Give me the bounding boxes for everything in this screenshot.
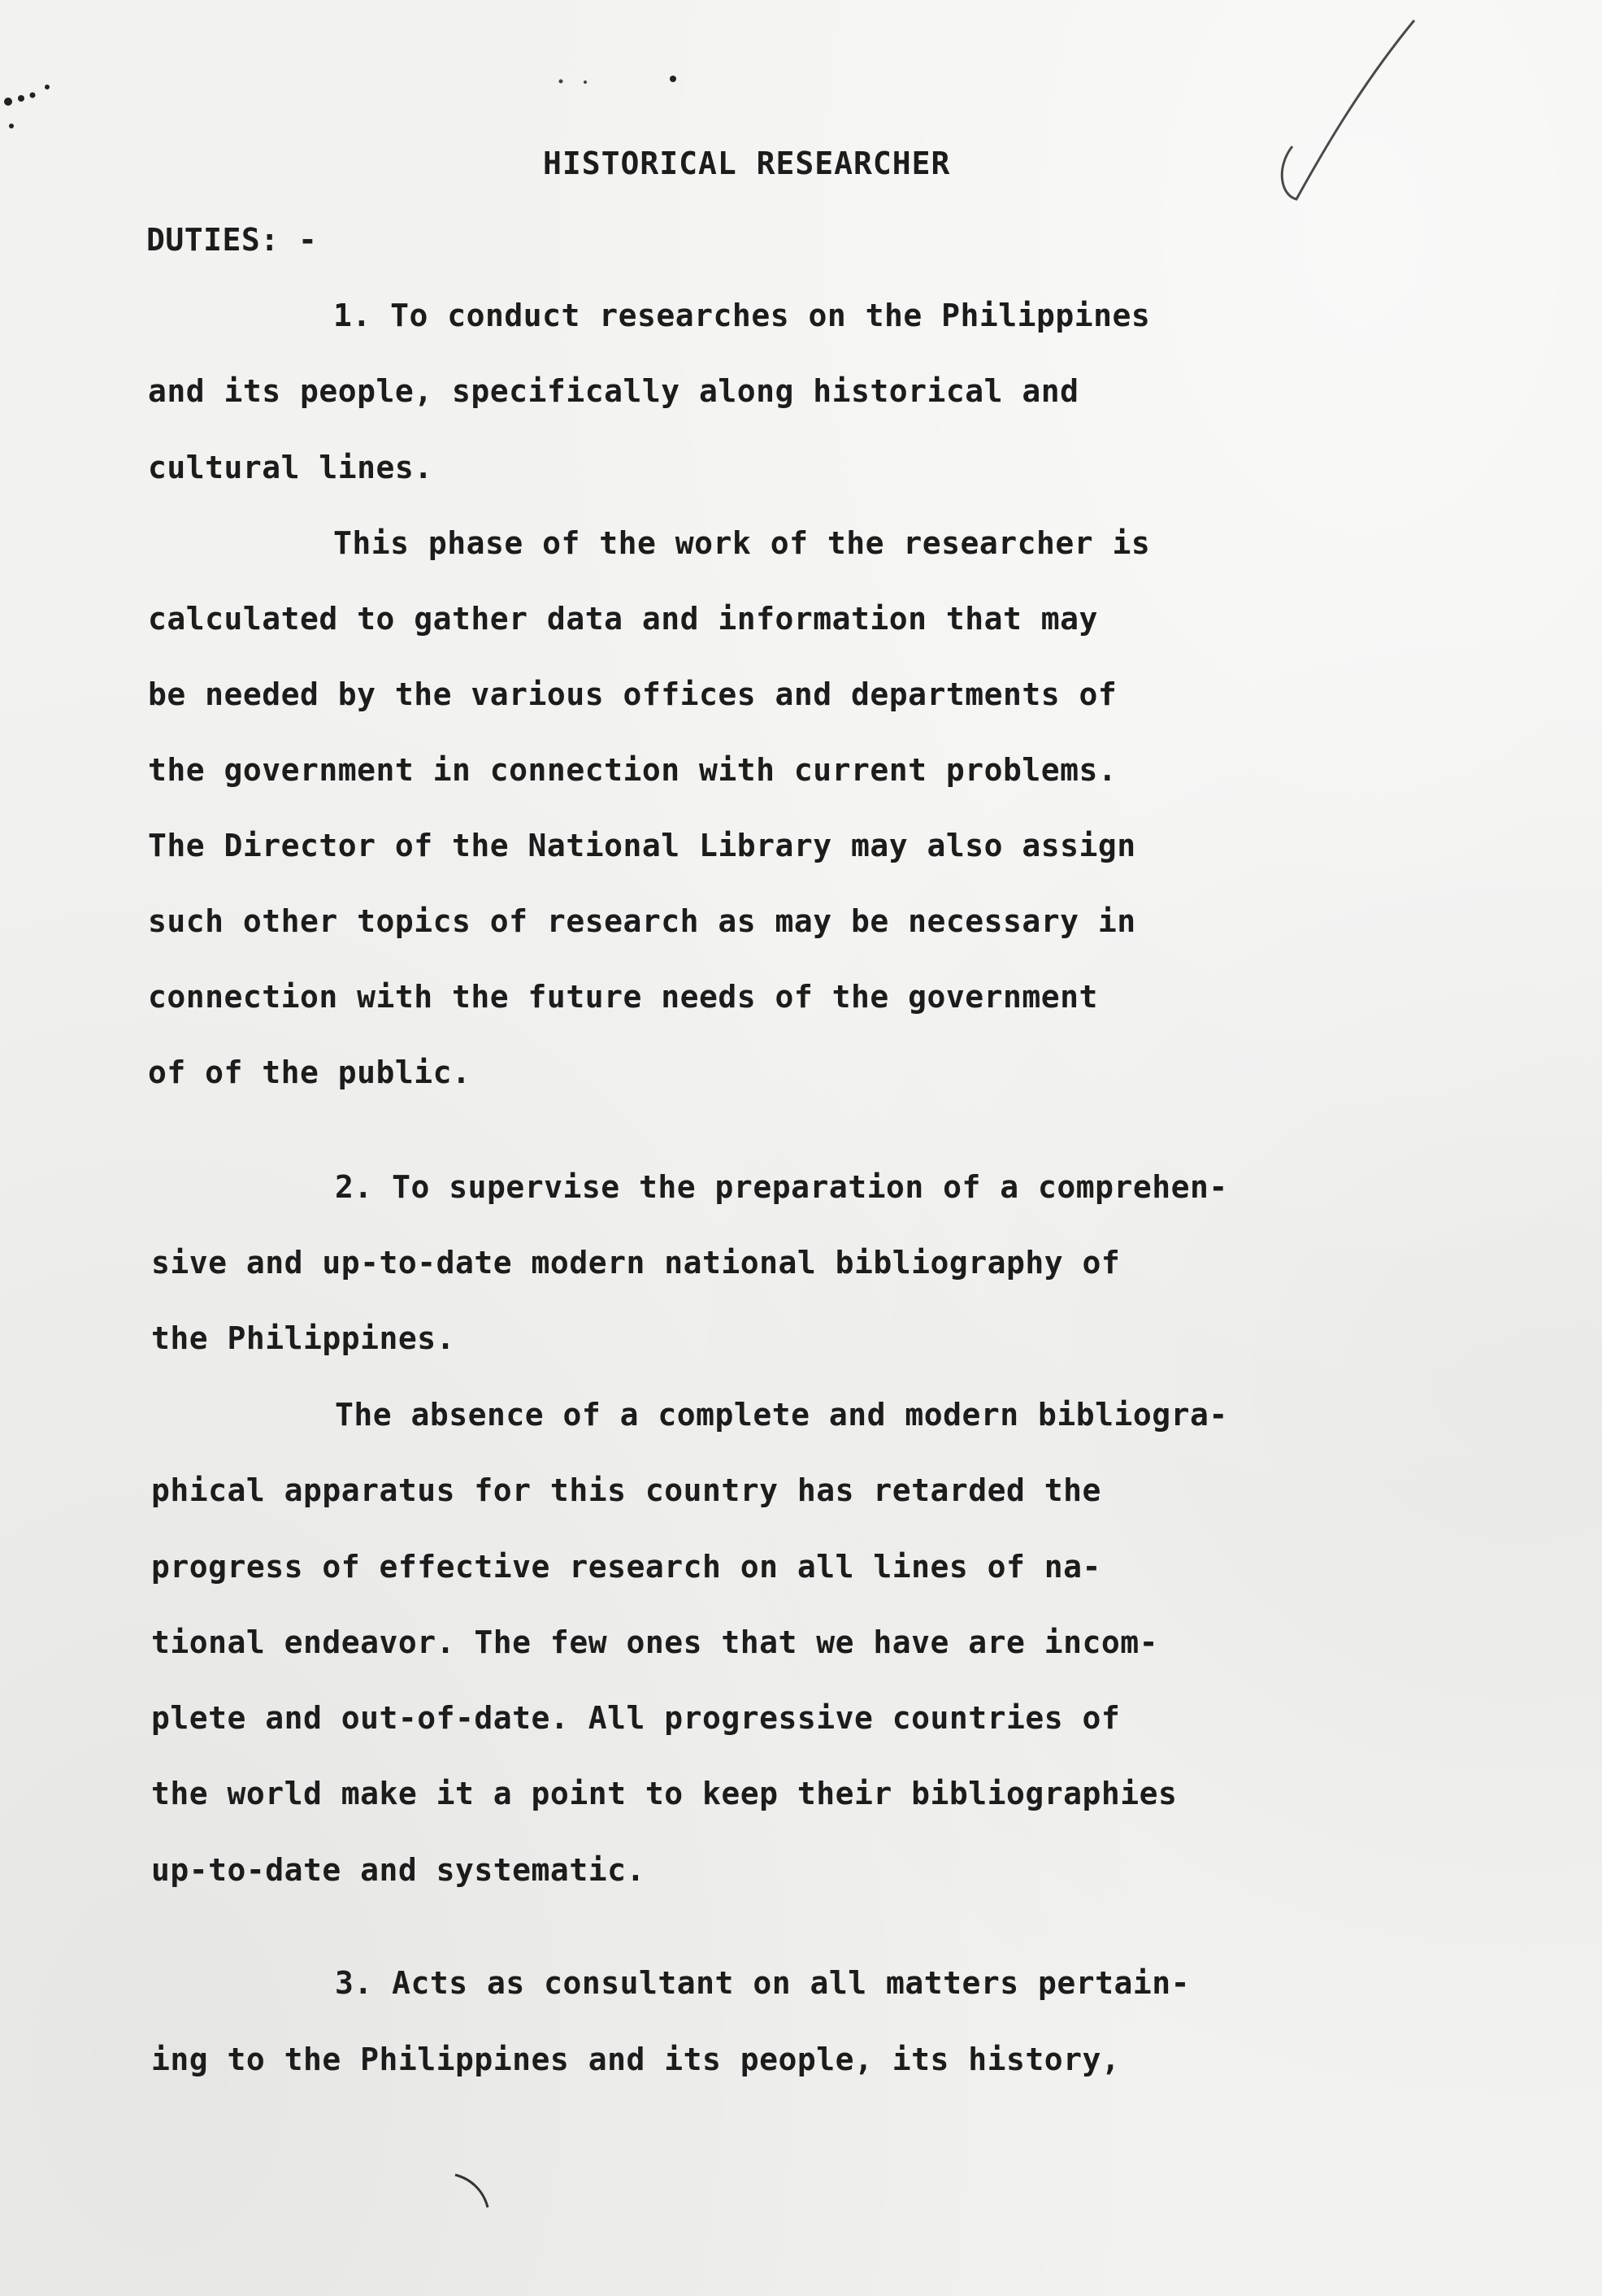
text-line: The Director of the National Library may also assign <box>148 828 1136 863</box>
check-mark-icon <box>1260 16 1422 203</box>
text-line: 1. To conduct researches on the Philippines <box>333 298 1151 333</box>
text-line: 2. To supervise the preparation of a comprehen- <box>335 1169 1228 1205</box>
text-line: 3. Acts as consultant on all matters pertain- <box>335 1965 1191 2001</box>
text-line: cultural lines. <box>148 450 433 485</box>
text-line: tional endeavor. The few ones that we have are incom- <box>151 1624 1159 1660</box>
text-line: The absence of a complete and modern bibliogra- <box>335 1397 1228 1433</box>
text-line: up-to-date and systematic. <box>151 1852 645 1888</box>
text-line: the Philippines. <box>151 1320 456 1356</box>
pencil-stroke-icon <box>451 2171 500 2211</box>
text-line: This phase of the work of the researcher is <box>333 525 1151 561</box>
ink-dot-icon <box>553 69 683 93</box>
text-line: be needed by the various offices and departments of <box>148 676 1118 712</box>
text-line: the world make it a point to keep their bibliographies <box>151 1776 1178 1811</box>
text-line: calculated to gather data and information that may <box>148 601 1098 637</box>
text-line: the government in connection with current problems. <box>148 752 1118 788</box>
text-line: phical apparatus for this country has retarded the <box>151 1472 1101 1508</box>
ink-specks-icon <box>0 77 73 142</box>
text-line: ing to the Philippines and its people, its history, <box>151 2042 1121 2077</box>
section-heading: DUTIES: - <box>146 222 318 258</box>
text-line: such other topics of research as may be necessary in <box>148 903 1136 939</box>
document-title: HISTORICAL RESEARCHER <box>543 146 951 181</box>
text-line: sive and up-to-date modern national bibliography of <box>151 1245 1121 1281</box>
text-line: connection with the future needs of the government <box>148 979 1098 1015</box>
text-line: plete and out-of-date. All progressive countries of <box>151 1700 1121 1736</box>
text-line: of of the public. <box>148 1055 471 1090</box>
text-line: and its people, specifically along historical and <box>148 373 1079 409</box>
text-line: progress of effective research on all lines of na- <box>151 1549 1101 1585</box>
